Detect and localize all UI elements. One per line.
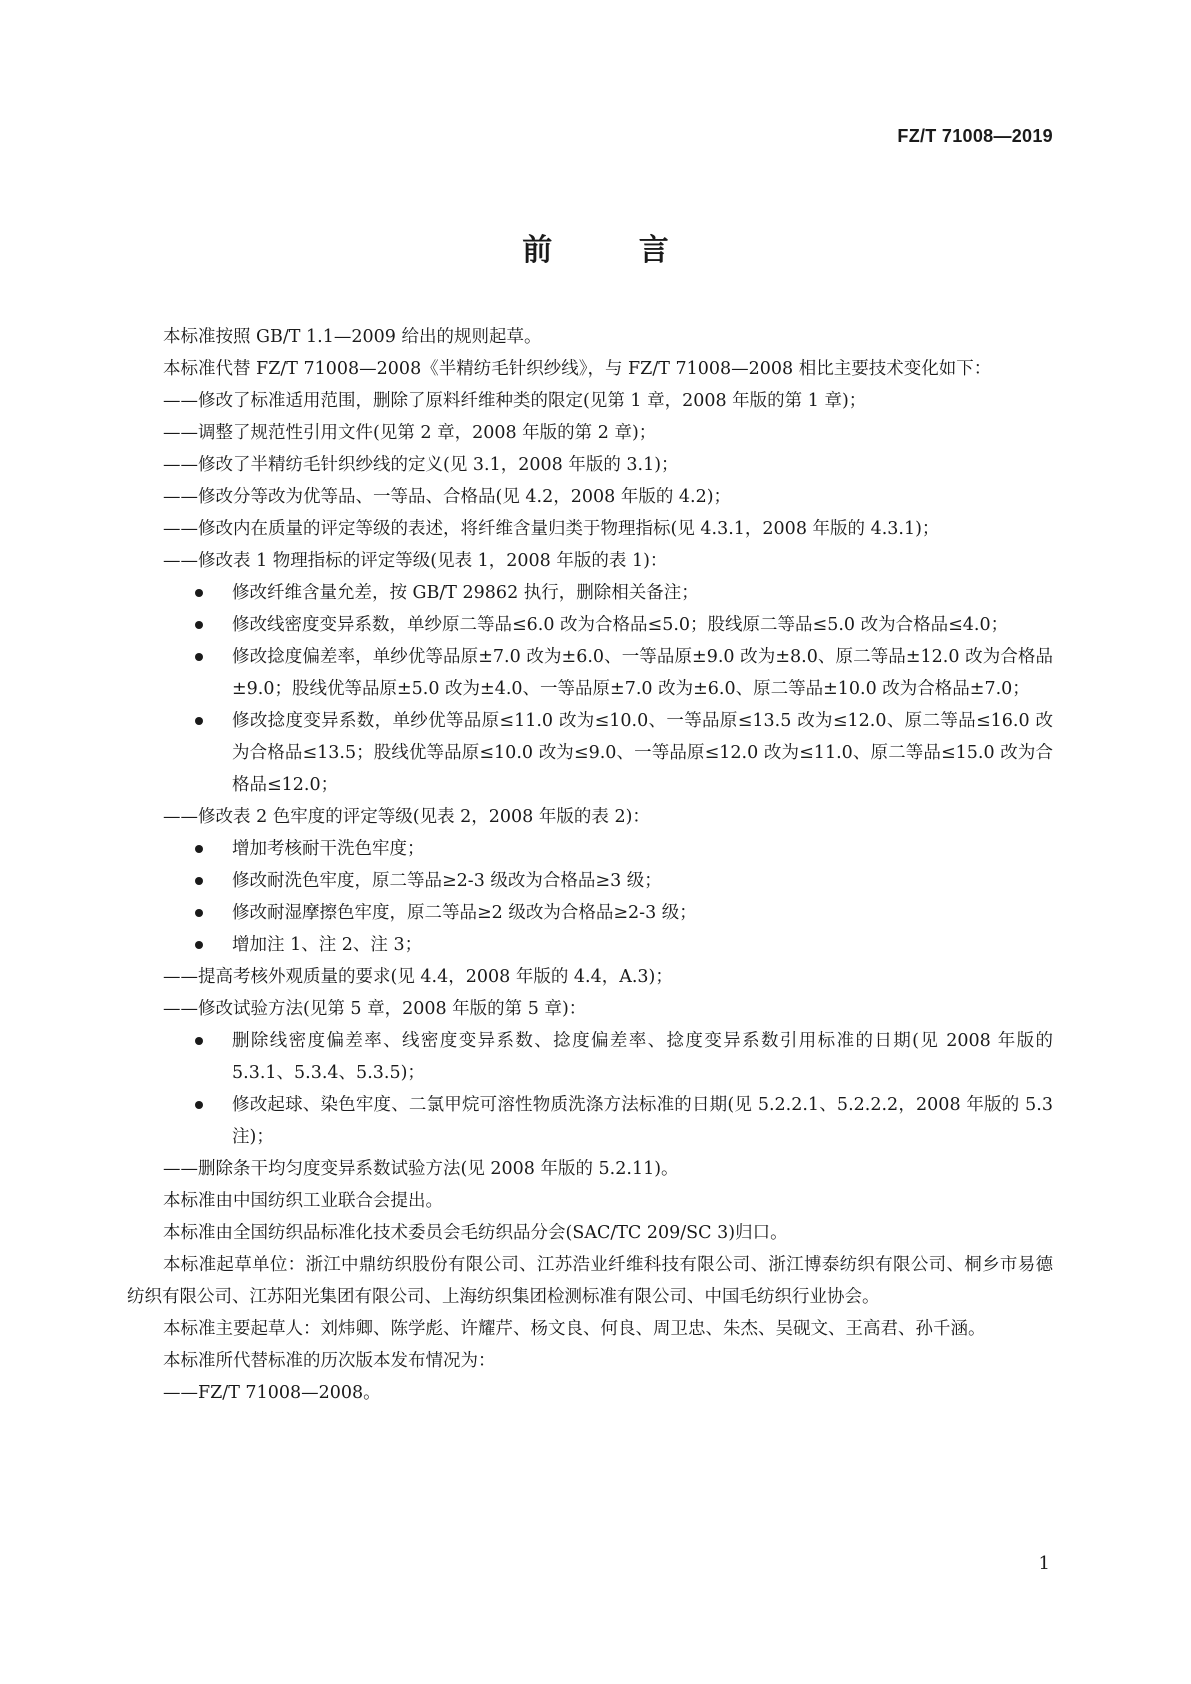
- bullet-item: [127, 705, 1053, 801]
- paragraph: 本标准所代替标准的历次版本发布情况为：: [163, 1351, 496, 1371]
- dash-item: ——修改了标准适用范围，删除了原料纤维种类的限定(见第 1 章，2008 年版的第 1 章)；: [163, 391, 867, 411]
- bullet-item: [127, 641, 1053, 705]
- paragraph: 本标准代替 FZ/T 71008—2008《半精纺毛针织纱线》，与 FZ/T 71008—2008 相比主要技术变化如下：: [163, 359, 992, 379]
- document-body: [127, 321, 1053, 1409]
- dash-item: ——修改表 1 物理指标的评定等级(见表 1，2008 年版的表 1)：: [163, 551, 668, 571]
- dash-item: ——FZ/T 71008—2008。: [163, 1383, 381, 1403]
- bullet-dot-icon: [195, 941, 203, 949]
- page-number: 1: [1038, 1553, 1050, 1574]
- bullet-text: 增加考核耐干洗色牢度；: [232, 839, 425, 859]
- bullet-dot-icon: [195, 877, 203, 885]
- bullet-item: [127, 609, 1053, 641]
- paragraph: 本标准由全国纺织品标准化技术委员会毛纺织品分会(SAC/TC 209/SC 3)归口。: [163, 1223, 788, 1243]
- bullet-dot-icon: [195, 589, 203, 597]
- bullet-dot-icon: [195, 1037, 203, 1045]
- dash-item: ——修改试验方法(见第 5 章，2008 年版的第 5 章)：: [163, 999, 587, 1019]
- dash-item: ——删除条干均匀度变异系数试验方法(见 2008 年版的 5.2.11)。: [163, 1159, 679, 1179]
- bullet-item: [127, 929, 1053, 961]
- dash-item: ——调整了规范性引用文件(见第 2 章，2008 年版的第 2 章)；: [163, 423, 657, 443]
- bullet-text: 删除线密度偏差率、线密度变异系数、捻度偏差率、捻度变异系数引用标准的日期(见 2008 年版的 5.3.1、5.3.4、5.3.5)；: [232, 1031, 1053, 1083]
- dash-item: ——提高考核外观质量的要求(见 4.4，2008 年版的 4.4，A.3)；: [163, 967, 673, 987]
- bullet-text: 修改线密度变异系数，单纱原二等品≤6.0 改为合格品≤5.0；股线原二等品≤5.0 改为合格品≤4.0；: [232, 615, 1009, 635]
- dash-item: ——修改内在质量的评定等级的表述，将纤维含量归类于物理指标(见 4.3.1，2008 年版的 4.3.1)；: [163, 519, 940, 539]
- dash-item: ——修改分等改为优等品、一等品、合格品(见 4.2，2008 年版的 4.2)；: [163, 487, 732, 507]
- paragraph: 本标准主要起草人：刘炜卿、陈学彪、许耀芹、杨文良、何良、周卫忠、朱杰、吴砚文、王高君、孙千涵。: [163, 1319, 986, 1339]
- bullet-text: 修改耐洗色牢度，原二等品≥2-3 级改为合格品≥3 级；: [232, 871, 662, 891]
- paragraph: 本标准由中国纺织工业联合会提出。: [163, 1191, 443, 1211]
- bullet-dot-icon: [195, 717, 203, 725]
- dash-item: ——修改了半精纺毛针织纱线的定义(见 3.1，2008 年版的 3.1)；: [163, 455, 679, 475]
- bullet-dot-icon: [195, 909, 203, 917]
- bullet-dot-icon: [195, 621, 203, 629]
- page-title: 前 言: [522, 233, 707, 268]
- bullet-item: [127, 897, 1053, 929]
- paragraph: 本标准按照 GB/T 1.1—2009 给出的规则起草。: [163, 327, 542, 347]
- bullet-item: [127, 833, 1053, 865]
- dash-item: ——修改表 2 色牢度的评定等级(见表 2，2008 年版的表 2)：: [163, 807, 650, 827]
- bullet-item: [127, 577, 1053, 609]
- paragraph: 本标准起草单位：浙江中鼎纺织股份有限公司、江苏浩业纤维科技有限公司、浙江博泰纺织有限公司、桐乡市易德纺织有限公司、江苏阳光集团有限公司、上海纺织集团检测标准有限公司、中国毛纺织行业协会。: [127, 1255, 1053, 1307]
- bullet-dot-icon: [195, 1101, 203, 1109]
- bullet-text: 修改起球、染色牢度、二氯甲烷可溶性物质洗涤方法标准的日期(见 5.2.2.1、5.2.2.2，2008 年版的 5.3 注)；: [232, 1095, 1053, 1147]
- bullet-text: 修改捻度偏差率，单纱优等品原±7.0 改为±6.0、一等品原±9.0 改为±8.0、原二等品±12.0 改为合格品±9.0；股线优等品原±5.0 改为±4.0、一等品原±7.0 改为±6.0、原二等品±10.0 改为合格品±7.0；: [232, 647, 1053, 699]
- bullet-dot-icon: [195, 845, 203, 853]
- bullet-item: [127, 865, 1053, 897]
- bullet-item: [127, 1089, 1053, 1153]
- bullet-text: 修改纤维含量允差，按 GB/T 29862 执行，删除相关备注；: [232, 583, 699, 603]
- bullet-text: 增加注 1、注 2、注 3；: [232, 935, 423, 955]
- bullet-item: [127, 1025, 1053, 1089]
- standard-code: FZ/T 71008—2019: [897, 126, 1053, 146]
- bullet-text: 修改捻度变异系数，单纱优等品原≤11.0 改为≤10.0、一等品原≤13.5 改为≤12.0、原二等品≤16.0 改为合格品≤13.5；股线优等品原≤10.0 改为≤9.0、一等品原≤12.0 改为≤11.0、原二等品≤15.0 改为合格品≤12.0；: [232, 711, 1053, 795]
- bullet-dot-icon: [195, 653, 203, 661]
- bullet-text: 修改耐湿摩擦色牢度，原二等品≥2 级改为合格品≥2-3 级；: [232, 903, 697, 923]
